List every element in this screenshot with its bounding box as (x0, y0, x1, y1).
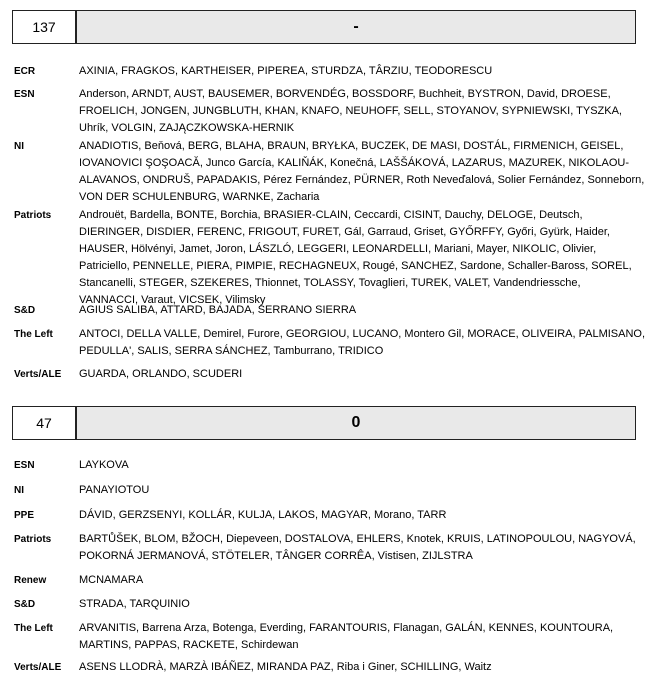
member-line: Androuët, Bardella, BONTE, Borchia, BRASIER-CLAIN, Ceccardi, CISINT, Dauchy, DELOGE, Deutsch, (79, 209, 583, 221)
member-list (79, 457, 635, 474)
group-name: The Left (14, 623, 53, 634)
member-line: VON DER SCHULENBURG, WARNKE, Zacharia (79, 191, 320, 203)
member-list (79, 572, 635, 589)
group-name: NI (14, 141, 24, 152)
group-name: PPE (14, 510, 35, 521)
vote-header-2 (12, 406, 636, 440)
member-line: DIERINGER, DISDIER, FERENC, FRIGOUT, FURET, Gál, Garraud, Griset, GYŐRFFY, Győri, Gyürk, Haider, (79, 226, 610, 238)
member-line: ASENS LLODRÀ, MARZÀ IBÁÑEZ, MIRANDA PAZ, Riba i Giner, SCHILLING, Waitz (79, 661, 492, 673)
member-list (79, 482, 635, 499)
member-line: STRADA, TARQUINIO (79, 598, 190, 610)
member-line: HAUSER, Hölvényi, Jamet, Joron, LÁSZLÓ, LEGGERI, LEONARDELLI, Mariani, Mayer, NIKOLIC, Olivier, (79, 243, 597, 255)
member-line: VANNACCI, Varaut, VICSEK, Vilimsky (79, 294, 266, 306)
member-line: PEDULLA', SALIS, SERRA SÁNCHEZ, Tamburrano, TRIDICO (79, 345, 384, 357)
group-name: NI (14, 485, 24, 496)
member-line: POKORNÁ JERMANOVÁ, STÖTELER, TÂNGER CORRÊA, Vistisen, ZIJLSTRA (79, 550, 473, 562)
group-name: Verts/ALE (14, 662, 62, 673)
member-list (79, 596, 635, 613)
vote-count: 137 (12, 10, 76, 44)
member-line: LAYKOVA (79, 459, 129, 471)
member-line: AGIUS SALIBA, ATTARD, BAJADA, SERRANO SIERRA (79, 304, 357, 316)
group-name: S&D (14, 305, 36, 316)
member-line: AXINIA, FRAGKOS, KARTHEISER, PIPEREA, STURDZA, TÂRZIU, TEODORESCU (79, 65, 493, 77)
member-line: MARTINS, PAPPAS, RACKETE, Schirdewan (79, 639, 299, 651)
group-name: Patriots (14, 534, 52, 545)
member-line: MCNAMARA (79, 574, 144, 586)
group-name: ECR (14, 66, 36, 77)
group-name: ESN (14, 89, 35, 100)
group-name: Patriots (14, 210, 52, 221)
group-name: Renew (14, 575, 47, 586)
member-line: Anderson, ARNDT, AUST, BAUSEMER, BORVENDÉG, BOSSDORF, Buchheit, BYSTRON, David, DROESE, (79, 88, 611, 100)
member-line: Stancanelli, STEGER, SZEKERES, Thionnet, TOLASSY, Tovaglieri, TUREK, VALET, Vandendriessche, (79, 277, 581, 289)
member-list (79, 659, 635, 676)
member-line: ANTOCI, DELLA VALLE, Demirel, Furore, GEORGIOU, LUCANO, Montero Gil, MORACE, OLIVEIRA, PALMISANO, (79, 328, 646, 340)
member-line: ALAVANOS, ONDRUŠ, PAPADAKIS, Pérez Fernández, PÜRNER, Roth Neveďalová, Solier Fernández, Sonneborn, (79, 174, 645, 186)
member-line: FROELICH, JONGEN, JUNGBLUTH, KHAN, KNAFO, NEUHOFF, SELL, STOYANOV, SYPNIEWSKI, TYSZKA, (79, 105, 622, 117)
group-name: Verts/ALE (14, 369, 62, 380)
member-line: GUARDA, ORLANDO, SCUDERI (79, 368, 243, 380)
member-line: Patriciello, PENNELLE, PIERA, PIMPIE, RECHAGNEUX, Rougé, SANCHEZ, Sardone, Schaller-Baross, SOREL, (79, 260, 632, 272)
group-name: S&D (14, 599, 36, 610)
member-line: DÁVID, GERZSENYI, KOLLÁR, KULJA, LAKOS, MAGYAR, Morano, TARR (79, 509, 447, 521)
member-line: BARTŮŠEK, BLOM, BŽOCH, Diepeveen, DOSTALOVA, EHLERS, Knotek, KRUIS, LATINOPOULOU, NAGYOVÁ, (79, 533, 636, 545)
member-list (79, 531, 635, 565)
member-line: ARVANITIS, Barrena Arza, Botenga, Everding, FARANTOURIS, Flanagan, GALÁN, KENNES, KOUNTOURA, (79, 622, 614, 634)
group-name: ESN (14, 460, 35, 471)
vote-label: - (76, 10, 636, 44)
member-list (79, 620, 635, 654)
member-line: IOVANOVICI ŞOŞOACĂ, Junco García, KALIŇÁK, Konečná, LAŠŠÁKOVÁ, LAZARUS, MAZUREK, NIKOLAOU- (79, 157, 629, 169)
member-line: Uhrík, VOLGIN, ZAJĄCZKOWSKA-HERNIK (79, 122, 295, 134)
member-list (79, 507, 635, 524)
member-line: PANAYIOTOU (79, 484, 150, 496)
vote-count: 47 (12, 406, 76, 440)
vote-label: 0 (76, 406, 636, 440)
member-line: ANADIOTIS, Beňová, BERG, BLAHA, BRAUN, BRYŁKA, BUCZEK, DE MASI, DOSTÁL, FIRMENICH, GEISEL, (79, 140, 624, 152)
group-name: The Left (14, 329, 53, 340)
